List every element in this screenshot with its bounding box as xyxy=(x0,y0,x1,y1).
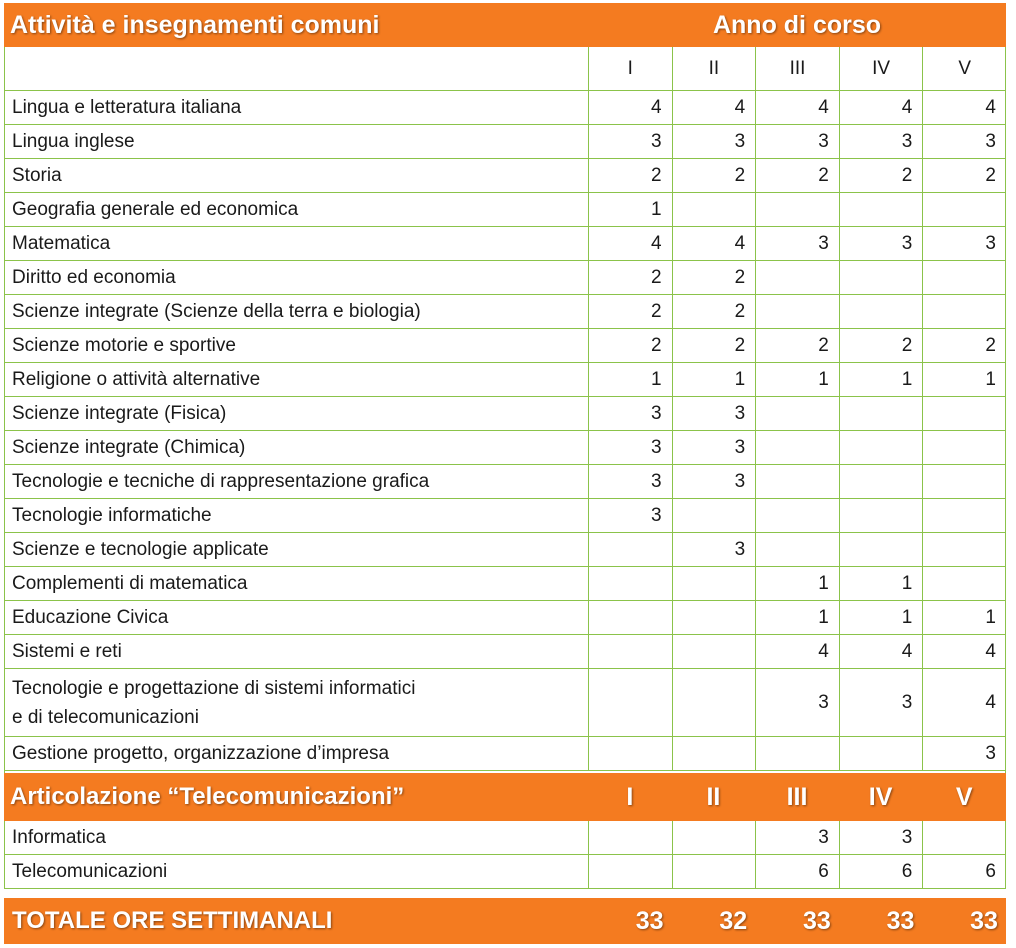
subject-cell xyxy=(4,737,588,770)
hours-cell xyxy=(922,193,1006,226)
subject-cell xyxy=(4,125,588,158)
subject-cell xyxy=(4,363,588,396)
articolazione-year: II xyxy=(706,782,721,811)
year-header-blank xyxy=(4,47,588,90)
table-row xyxy=(4,125,1006,159)
table-row xyxy=(4,737,1006,771)
hours-cell xyxy=(588,669,672,736)
articolazione-year: V xyxy=(955,782,973,811)
subject-cell xyxy=(4,533,588,566)
hours-cell: 1 xyxy=(922,363,1006,396)
subject-cell xyxy=(4,159,588,192)
table-row xyxy=(4,499,1006,533)
subject-label: Educazione Civica xyxy=(12,607,169,628)
hours-cell: 4 xyxy=(839,91,923,124)
total-row xyxy=(4,898,1006,944)
hours-cell xyxy=(922,431,1006,464)
table-row xyxy=(4,821,1006,855)
hours-cell xyxy=(839,431,923,464)
hours-cell xyxy=(588,567,672,600)
hours-cell: 3 xyxy=(922,227,1006,260)
hours-cell: 3 xyxy=(922,737,1006,770)
subject-cell xyxy=(4,567,588,600)
year-header: V xyxy=(922,47,1006,90)
table-row xyxy=(4,397,1006,431)
hours-cell: 1 xyxy=(755,601,839,634)
hours-cell xyxy=(839,533,923,566)
hours-cell xyxy=(755,431,839,464)
hours-cell: 4 xyxy=(755,635,839,668)
subject-cell xyxy=(4,669,588,736)
year-header: III xyxy=(755,47,839,90)
hours-cell: 3 xyxy=(839,125,923,158)
subject-label: Tecnologie e progettazione di sistemi informatici xyxy=(12,677,416,699)
hours-cell: 1 xyxy=(839,363,923,396)
year-header: IV xyxy=(839,47,923,90)
hours-cell xyxy=(672,567,756,600)
year-header: II xyxy=(672,47,756,90)
hours-cell xyxy=(922,465,1006,498)
articolazione-year: IV xyxy=(868,782,893,811)
hours-cell: 4 xyxy=(922,635,1006,668)
hours-cell xyxy=(922,499,1006,532)
subject-label: Scienze integrate (Scienze della terra e biologia) xyxy=(12,301,421,322)
table-row xyxy=(4,159,1006,193)
table-row xyxy=(4,193,1006,227)
table-row xyxy=(4,431,1006,465)
subject-cell xyxy=(4,821,588,854)
hours-cell: 2 xyxy=(755,329,839,362)
subject-label-line2: e di telecomunicazioni xyxy=(12,706,199,728)
total-value: 33 xyxy=(802,906,831,935)
articolazione-year: III xyxy=(786,782,808,811)
subject-cell xyxy=(4,601,588,634)
hours-cell: 2 xyxy=(588,295,672,328)
hours-cell xyxy=(755,465,839,498)
subject-cell xyxy=(4,261,588,294)
subject-label: Telecomunicazioni xyxy=(12,861,168,882)
hours-cell xyxy=(755,295,839,328)
hours-cell: 3 xyxy=(755,821,839,854)
hours-cell xyxy=(839,295,923,328)
hours-cell xyxy=(588,533,672,566)
subject-cell xyxy=(4,499,588,532)
hours-cell xyxy=(839,737,923,770)
hours-cell: 3 xyxy=(588,499,672,532)
hours-cell: 3 xyxy=(672,397,756,430)
subject-cell xyxy=(4,227,588,260)
subject-label: Tecnologie e tecniche di rappresentazione grafica xyxy=(12,471,430,492)
hours-cell: 3 xyxy=(755,125,839,158)
hours-cell xyxy=(839,261,923,294)
hours-cell: 3 xyxy=(755,669,839,736)
hours-cell xyxy=(588,737,672,770)
table-row xyxy=(4,533,1006,567)
hours-cell: 4 xyxy=(588,91,672,124)
hours-cell: 6 xyxy=(839,855,923,888)
hours-cell xyxy=(755,533,839,566)
hours-cell: 3 xyxy=(672,465,756,498)
subject-label: Religione o attività alternative xyxy=(12,369,261,390)
subject-label: Geografia generale ed economica xyxy=(12,199,299,220)
hours-cell: 2 xyxy=(755,159,839,192)
hours-cell: 2 xyxy=(839,329,923,362)
table-row xyxy=(4,363,1006,397)
hours-cell xyxy=(922,533,1006,566)
subject-cell xyxy=(4,855,588,888)
subject-label: Lingua inglese xyxy=(12,131,135,152)
hours-cell: 1 xyxy=(755,567,839,600)
subject-label: Scienze integrate (Fisica) xyxy=(12,403,227,424)
hours-cell xyxy=(588,821,672,854)
subject-label: Matematica xyxy=(12,233,111,254)
hours-cell: 2 xyxy=(588,329,672,362)
hours-cell: 4 xyxy=(672,227,756,260)
hours-cell: 1 xyxy=(839,567,923,600)
hours-cell: 1 xyxy=(922,601,1006,634)
table-row xyxy=(4,669,1006,737)
hours-cell xyxy=(922,261,1006,294)
hours-cell xyxy=(672,499,756,532)
hours-cell xyxy=(588,601,672,634)
hours-cell xyxy=(672,601,756,634)
hours-cell: 3 xyxy=(755,227,839,260)
hours-cell xyxy=(755,397,839,430)
hours-cell: 3 xyxy=(588,431,672,464)
subject-cell xyxy=(4,295,588,328)
subject-cell xyxy=(4,397,588,430)
subject-label: Lingua e letteratura italiana xyxy=(12,97,242,118)
table-row xyxy=(4,91,1006,125)
subject-label: Scienze motorie e sportive xyxy=(12,335,236,356)
hours-cell: 3 xyxy=(839,227,923,260)
hours-cell: 3 xyxy=(672,431,756,464)
subject-label: Diritto ed economia xyxy=(12,267,176,288)
hours-cell xyxy=(839,499,923,532)
hours-cell xyxy=(672,193,756,226)
subject-label: Scienze e tecnologie applicate xyxy=(12,539,269,560)
subject-label: Scienze integrate (Chimica) xyxy=(12,437,246,458)
hours-cell: 3 xyxy=(588,465,672,498)
subject-label: Storia xyxy=(12,165,62,186)
hours-cell xyxy=(922,295,1006,328)
hours-cell: 2 xyxy=(672,261,756,294)
hours-cell xyxy=(755,261,839,294)
hours-cell: 1 xyxy=(755,363,839,396)
hours-cell: 2 xyxy=(672,159,756,192)
year-header: I xyxy=(588,47,672,90)
hours-cell: 6 xyxy=(922,855,1006,888)
hours-cell: 1 xyxy=(588,363,672,396)
hours-cell: 1 xyxy=(672,363,756,396)
hours-cell xyxy=(588,635,672,668)
hours-cell: 3 xyxy=(922,125,1006,158)
table-row xyxy=(4,855,1006,889)
hours-cell: 1 xyxy=(588,193,672,226)
hours-cell: 2 xyxy=(839,159,923,192)
hours-cell: 3 xyxy=(839,669,923,736)
total-value: 32 xyxy=(719,906,748,935)
total-label: TOTALE ORE SETTIMANALI xyxy=(12,907,333,934)
table-row xyxy=(4,567,1006,601)
hours-cell: 4 xyxy=(588,227,672,260)
subject-label: Informatica xyxy=(12,827,106,848)
hours-cell xyxy=(755,193,839,226)
hours-cell xyxy=(922,397,1006,430)
hours-cell: 2 xyxy=(672,329,756,362)
hours-cell xyxy=(839,465,923,498)
subject-cell xyxy=(4,635,588,668)
table-row xyxy=(4,295,1006,329)
hours-cell xyxy=(672,635,756,668)
hours-cell: 2 xyxy=(922,329,1006,362)
hours-cell: 2 xyxy=(588,159,672,192)
hours-cell xyxy=(672,737,756,770)
table-row xyxy=(4,261,1006,295)
hours-cell: 3 xyxy=(588,125,672,158)
hours-cell: 1 xyxy=(839,601,923,634)
hours-cell xyxy=(755,737,839,770)
hours-cell xyxy=(672,821,756,854)
hours-cell xyxy=(588,855,672,888)
subject-label: Sistemi e reti xyxy=(12,641,122,662)
table-header xyxy=(4,3,1006,47)
subject-cell xyxy=(4,91,588,124)
hours-cell xyxy=(922,821,1006,854)
hours-cell: 2 xyxy=(588,261,672,294)
table-row xyxy=(4,227,1006,261)
table-row xyxy=(4,329,1006,363)
hours-cell xyxy=(672,855,756,888)
subject-cell xyxy=(4,465,588,498)
subject-label: Tecnologie informatiche xyxy=(12,505,212,526)
subject-cell xyxy=(4,193,588,226)
hours-cell: 3 xyxy=(672,533,756,566)
total-value: 33 xyxy=(635,906,664,935)
subject-cell xyxy=(4,431,588,464)
articolazione-header xyxy=(4,773,1006,821)
hours-cell: 6 xyxy=(755,855,839,888)
header-title: Attività e insegnamenti comuni xyxy=(10,10,380,39)
hours-cell: 3 xyxy=(672,125,756,158)
hours-cell: 3 xyxy=(839,821,923,854)
hours-cell: 4 xyxy=(922,91,1006,124)
hours-cell xyxy=(922,567,1006,600)
hours-cell xyxy=(839,397,923,430)
hours-cell: 2 xyxy=(672,295,756,328)
year-header-row xyxy=(4,47,1006,91)
table-row xyxy=(4,465,1006,499)
articolazione-title: Articolazione “Telecomunicazioni” xyxy=(10,783,405,810)
total-value: 33 xyxy=(886,906,915,935)
articolazione-year: I xyxy=(626,782,634,811)
total-value: 33 xyxy=(970,906,998,935)
header-anno-di-corso: Anno di corso xyxy=(712,10,882,39)
hours-cell: 2 xyxy=(922,159,1006,192)
subject-label: Complementi di matematica xyxy=(12,573,248,594)
hours-cell: 4 xyxy=(672,91,756,124)
subject-label: Gestione progetto, organizzazione d’impresa xyxy=(12,743,390,764)
hours-cell xyxy=(839,193,923,226)
hours-cell: 4 xyxy=(839,635,923,668)
hours-cell xyxy=(672,669,756,736)
table-row xyxy=(4,635,1006,669)
hours-cell: 3 xyxy=(588,397,672,430)
hours-cell: 4 xyxy=(755,91,839,124)
hours-cell xyxy=(755,499,839,532)
hours-cell: 4 xyxy=(922,669,1006,736)
subject-cell xyxy=(4,329,588,362)
table-row xyxy=(4,601,1006,635)
